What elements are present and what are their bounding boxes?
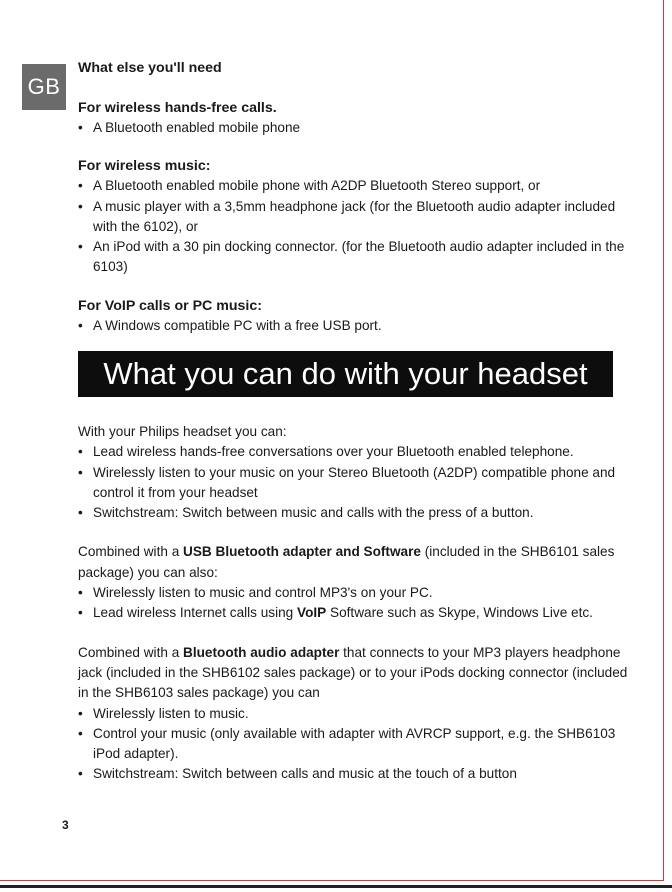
list-item: • Wirelessly listen to your music on your Stereo Bluetooth (A2DP) compatible phone and control it from your headset [78,463,638,504]
bottom-rule [0,885,672,888]
requirements-content [78,58,638,354]
list-item: • Switchstream: Switch between calls and music at the touch of a button [78,764,638,784]
voip-pre: Lead wireless Internet calls using [93,605,298,621]
audio-paragraph [78,643,638,704]
audio-list [78,704,638,785]
section-banner: What you can do with your headset [78,351,613,397]
list-item: • A Bluetooth enabled mobile phone [78,118,638,138]
usb-paragraph [78,542,638,583]
section-list [78,176,638,277]
list-item: • A Windows compatible PC with a free USB port. [78,316,638,336]
voip-bold: VoIP [297,605,327,621]
list-item: • A music player with a 3,5mm headphone jack (for the Bluetooth audio adapter included with the 6102), or [78,197,638,238]
language-tab: GB [22,64,66,110]
usb-post: (included in the SHB6101 sales package) you can also: [78,544,615,580]
section-hands-free [78,98,638,138]
section-wireless-music [78,156,638,277]
section-title: For wireless hands-free calls. [78,100,277,116]
usb-list [78,583,638,624]
list-item: • An iPod with a 30 pin docking connector. (for the Bluetooth audio adapter included in the 6103) [78,237,638,278]
list-item: • A Bluetooth enabled mobile phone with A2DP Bluetooth Stereo support, or [78,176,638,196]
list-item: • Control your music (only available with adapter with AVRCP support, e.g. the SHB6103 iPod adapter). [78,724,638,765]
voip-post: Software such as Skype, Windows Live etc. [326,605,593,621]
main-heading: What else you'll need [78,60,222,76]
page-number: 3 [62,818,69,832]
section-title: For VoIP calls or PC music: [78,297,262,314]
list-item: • Wirelessly listen to music and control MP3's on your PC. [78,583,638,603]
list-item: • Switchstream: Switch between music and calls with the press of a button. [78,503,638,523]
usb-pre: Combined with a [78,544,184,560]
list-item: • Wirelessly listen to music. [78,704,638,724]
intro-list [78,442,638,523]
usb-bold: USB Bluetooth adapter and Software [183,544,421,560]
audio-post: that connects to your MP3 players headphone jack (included in the SHB6102 sales package) or to your iPods docking connector (included in the SHB6103 sales package) you can [78,644,628,701]
audio-pre: Combined with a [78,644,184,660]
section-list [78,316,638,336]
list-item: • Lead wireless hands-free conversations over your Bluetooth enabled telephone. [78,442,638,462]
capabilities-content [78,422,638,785]
section-title: For wireless music: [78,158,211,175]
list-item-voip [78,603,638,623]
audio-bold: Bluetooth audio adapter [183,644,340,660]
section-voip [78,296,638,336]
section-list [78,118,638,138]
intro-text: With your Philips headset you can: [78,424,287,439]
